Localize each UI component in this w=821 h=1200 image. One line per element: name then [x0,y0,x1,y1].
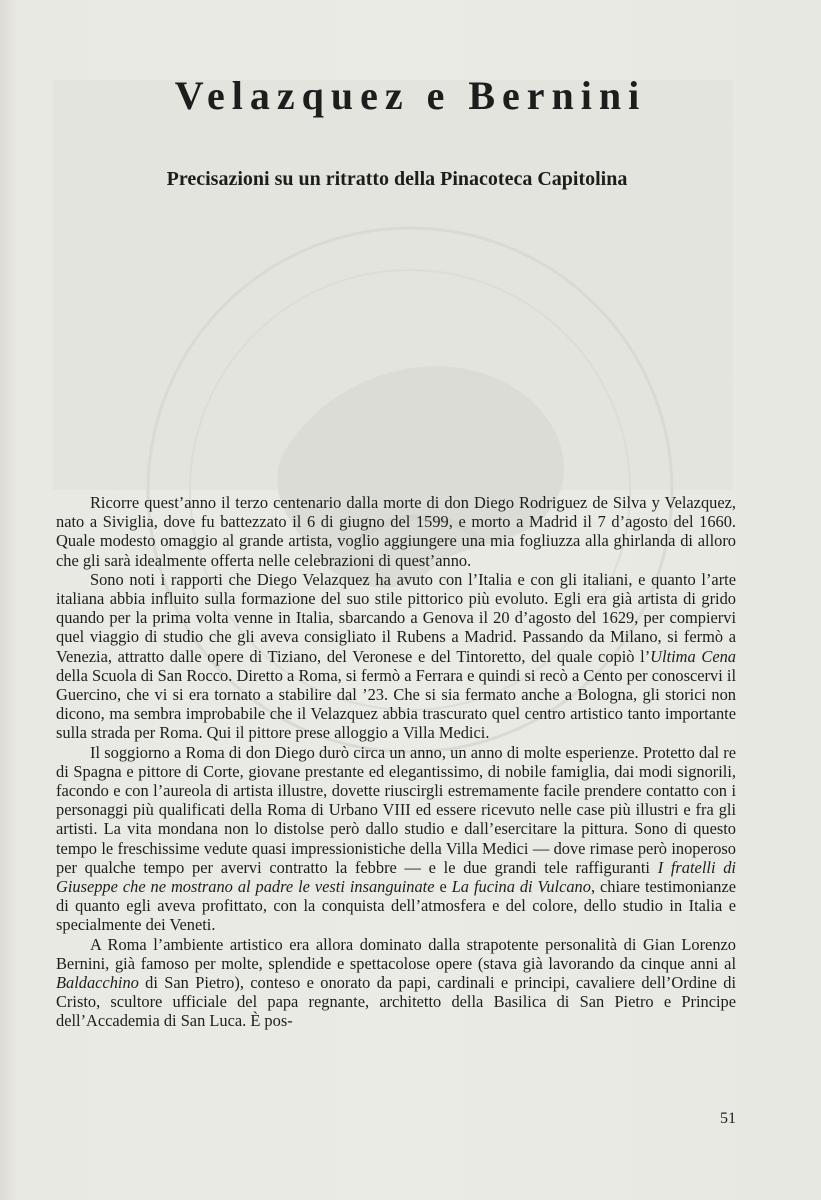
page-number: 51 [720,1110,736,1127]
article-body [56,493,736,1031]
artwork-title: La fucina di Vulcano [451,877,591,897]
paragraph: Il soggiorno a Roma di don Diego durò circa un anno, un anno di molte esperienze. Protetto dal re di Spagna e pittore di Corte, giovane prestante ed elegantissimo, di nobile famiglia, dai modi signorili, facondo e con l’aureola di artista illustre, dovette riuscirgli estremamente facile prendere contatto con i personaggi più qualificati della Roma di Urbano VIII ed essere ricevuto nelle case più illustri e fra gli artisti. La vita mondana non lo distolse però dallo studio e dall’esercitare la pittura. Sono di questo tempo le freschissime vedute quasi impressionistiche della Villa Medici — dove rimase però inoperoso per qualche tempo per avervi contratto la febbre — e le due grandi tele raffiguranti I fratelli di Giuseppe che ne mostrano al padre le vesti insanguinate e La fucina di Vulcano, chiare testimonianze di quanto egli aveva profittato, con la conquista dell’atmosfera e del colore, dello studio in Italia e specialmente dei Veneti. [56,742,736,935]
paragraph: Ricorre quest’anno il terzo centenario dalla morte di don Diego Rodriguez de Silva y Velazquez, nato a Siviglia, dove fu battezzato il 6 di giugno del 1599, e morto a Madrid il 7 d’agosto del 1660. Quale modesto omaggio al grande artista, voglio aggiungere una mia fogliuzza alla ghirlanda di alloro che gli sarà idealmente offerta nelle celebrazioni di quest’anno. [56,493,736,570]
paragraph: A Roma l’ambiente artistico era allora dominato dalla strapotente personalità di Gian Lorenzo Bernini, già famoso per molte, splendide e spettacolose opere (stava già lavorando da cinque anni al Baldacchino di San Pietro), conteso e onorato da papi, cardinali e principi, cavaliere dell’Ordine di Cristo, scultore ufficiale del papa regnante, architetto della Basilica di San Pietro e Principe dell’Accademia di San Luca. È pos- [56,934,736,1031]
paragraph: Sono noti i rapporti che Diego Velazquez ha avuto con l’Italia e con gli italiani, e quanto l’arte italiana abbia influito sulla formazione del suo stile pittorico più evoluto. Egli era già artista di grido quando per la prima volta venne in Italia, sbarcando a Genova il 20 d’agosto del 1629, per compiervi quel viaggio di studio che gli aveva consigliato il Rubens a Madrid. Passando da Milano, si fermò a Venezia, attratto dalle opere di Tiziano, del Veronese e del Tintoretto, del quale copiò l’Ultima Cena della Scuola di San Rocco. Diretto a Roma, si fermò a Ferrara e quindi si recò a Cento per conoscervi il Guercino, che vi si era tornato a stabilire dal ’23. Che si sia fermato anche a Bologna, gli storici non dicono, ma sembra improbabile che il Velazquez abbia trascurato quel centro artistico tanto importante sulla strada per Roma. Qui il pittore prese alloggio a Villa Medici. [56,569,736,743]
artwork-title: I fratelli di Giuseppe che ne mostrano al padre le vesti insanguinate [56,857,736,897]
article-title: Velazquez e Bernini [174,73,647,118]
article-subtitle: Precisazioni su un ritratto della Pinacoteca Capitolina [166,168,628,190]
artwork-title: Ultima Cena [650,646,736,666]
artwork-title: Baldacchino [56,973,139,993]
